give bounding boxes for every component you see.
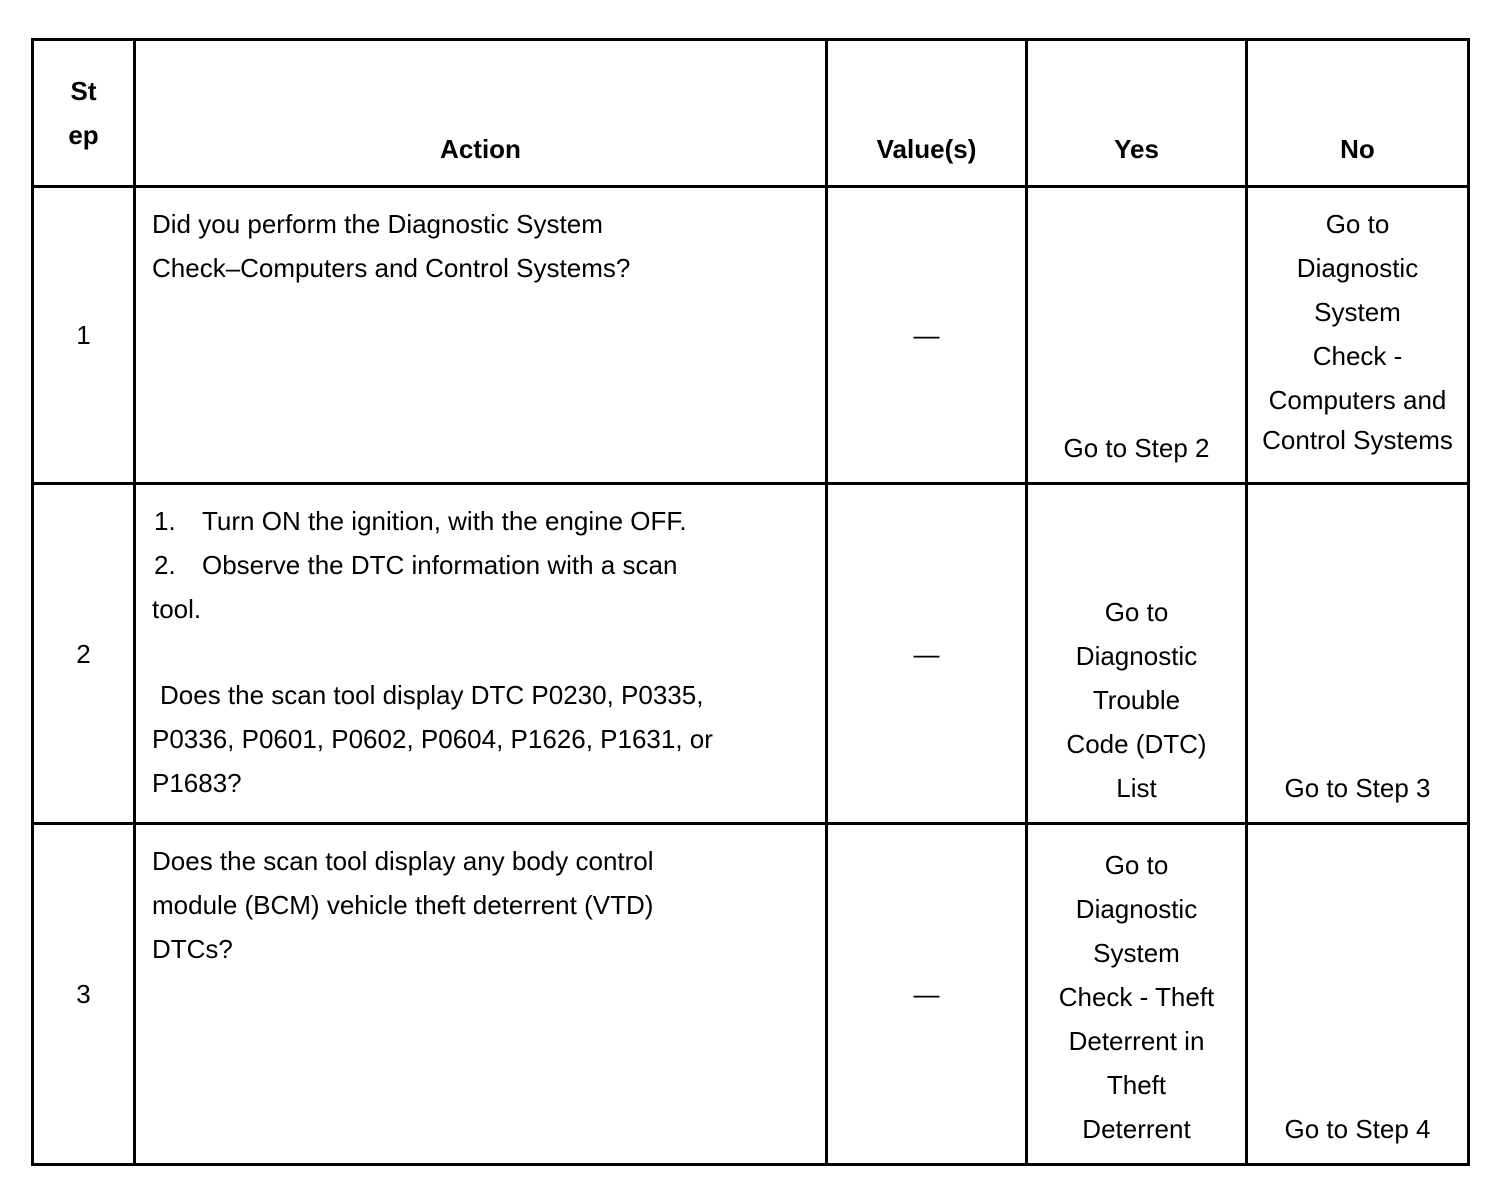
- value-cell: —: [827, 187, 1027, 484]
- no-link-line[interactable]: Control Systems: [1262, 425, 1453, 455]
- no-link-line[interactable]: Check -: [1312, 341, 1403, 371]
- action-line: tool.: [152, 594, 202, 624]
- table-row: [33, 484, 1469, 824]
- header-yes: Yes: [1027, 40, 1247, 187]
- yes-link-line[interactable]: Check - Theft: [1058, 982, 1215, 1012]
- value-cell: —: [827, 484, 1027, 824]
- action-line: Did you perform the Diagnostic System: [152, 209, 603, 239]
- yes-cell: [1027, 187, 1247, 484]
- no-cell: [1247, 484, 1469, 824]
- yes-link-line[interactable]: List: [1116, 773, 1157, 803]
- yes-link-line[interactable]: System: [1093, 938, 1180, 968]
- header-step-line2: ep: [68, 120, 99, 150]
- yes-cell: [1027, 824, 1247, 1165]
- no-link-line[interactable]: Computers and: [1268, 385, 1447, 415]
- value-cell: —: [827, 824, 1027, 1165]
- list-number: 2.: [154, 550, 176, 580]
- action-line: Check–Computers and Control Systems?: [152, 253, 631, 283]
- header-values: Value(s): [827, 40, 1027, 187]
- action-list-item: [152, 499, 813, 543]
- header-row: [33, 40, 1469, 187]
- list-text: Observe the DTC information with a scan: [202, 550, 678, 580]
- action-cell: [135, 187, 827, 484]
- step-number: 3: [33, 824, 135, 1165]
- header-action: Action: [135, 40, 827, 187]
- action-cell: [135, 824, 827, 1165]
- yes-link-line[interactable]: Code (DTC): [1066, 729, 1207, 759]
- no-link-line[interactable]: Go to: [1325, 209, 1390, 239]
- table-row: [33, 824, 1469, 1165]
- step-number: 1: [33, 187, 135, 484]
- action-line: Does the scan tool display any body control: [152, 846, 654, 876]
- no-link-line[interactable]: Diagnostic: [1296, 253, 1419, 283]
- action-line: module (BCM) vehicle theft deterrent (VTD): [152, 890, 654, 920]
- yes-link-line[interactable]: Go to: [1104, 597, 1169, 627]
- yes-link-line[interactable]: Go to: [1104, 850, 1169, 880]
- header-step-line1: St: [70, 76, 97, 106]
- action-question-line: P1683?: [152, 768, 242, 798]
- step-number: 2: [33, 484, 135, 824]
- yes-link-line[interactable]: Deterrent in: [1068, 1026, 1205, 1056]
- table-row: [33, 187, 1469, 484]
- no-link[interactable]: Go to Step 4: [1284, 1114, 1431, 1144]
- yes-link-line[interactable]: Diagnostic: [1075, 894, 1198, 924]
- header-no: No: [1247, 40, 1469, 187]
- yes-link-line[interactable]: Diagnostic: [1075, 641, 1198, 671]
- no-cell: [1247, 824, 1469, 1165]
- header-step: [33, 40, 135, 187]
- yes-link-line[interactable]: Trouble: [1092, 685, 1181, 715]
- spacer: [152, 631, 813, 673]
- no-link[interactable]: Go to Step 3: [1284, 773, 1431, 803]
- yes-link-line[interactable]: Deterrent: [1082, 1114, 1191, 1144]
- yes-cell: [1027, 484, 1247, 824]
- yes-link[interactable]: Go to Step 2: [1063, 433, 1210, 463]
- no-cell: [1247, 187, 1469, 484]
- action-line: DTCs?: [152, 934, 233, 964]
- list-text: Turn ON the ignition, with the engine OFF.: [202, 506, 687, 536]
- action-cell: [135, 484, 827, 824]
- diagnostic-table: [31, 38, 1470, 1166]
- no-link-line[interactable]: System: [1314, 297, 1401, 327]
- yes-link-line[interactable]: Theft: [1106, 1070, 1167, 1100]
- action-question-line: Does the scan tool display DTC P0230, P0335,: [160, 680, 704, 710]
- list-number: 1.: [154, 506, 176, 536]
- action-question-line: P0336, P0601, P0602, P0604, P1626, P1631, or: [152, 724, 713, 754]
- action-list-item: [152, 543, 813, 587]
